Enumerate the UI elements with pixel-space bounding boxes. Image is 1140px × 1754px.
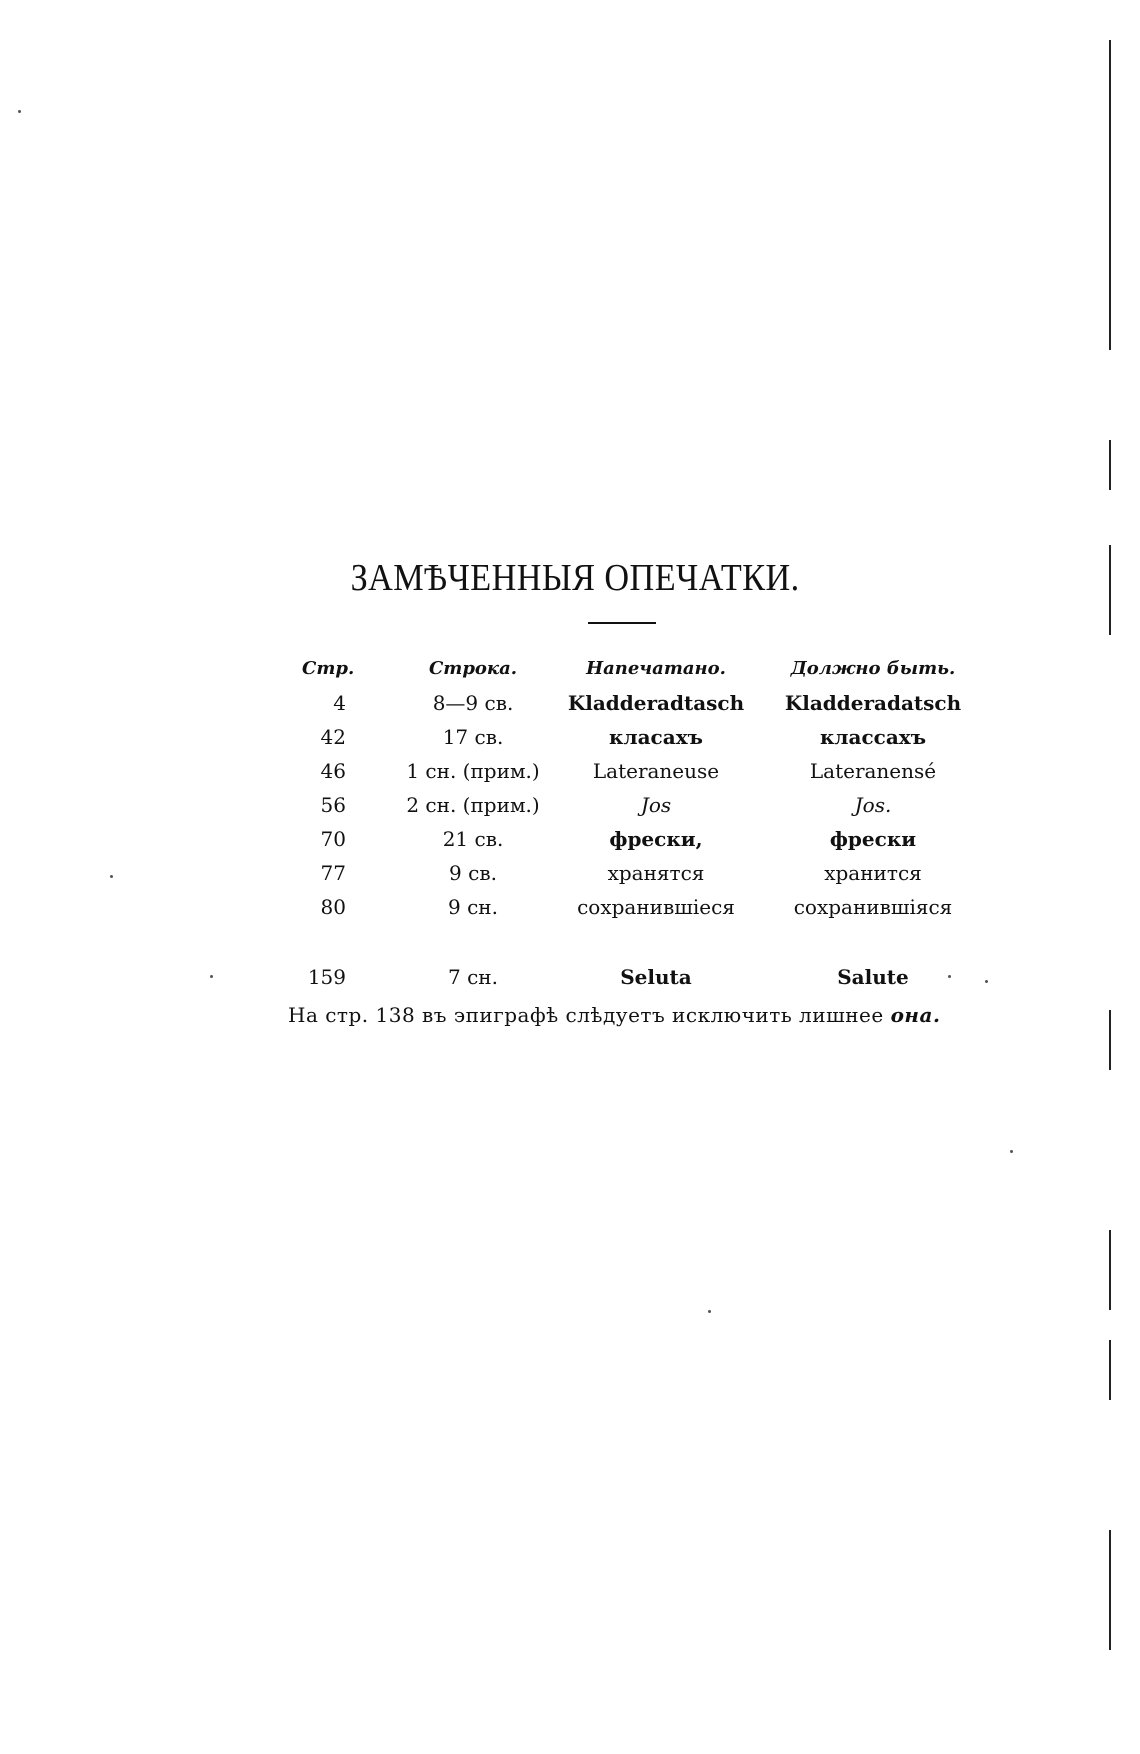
- table-header-row: [288, 652, 968, 686]
- header-page: Стр.: [302, 658, 355, 679]
- errata-table: [288, 652, 968, 994]
- row-correct: хранится: [824, 861, 922, 885]
- row-correct: Salute: [837, 965, 909, 989]
- errata-note-emphasis: она.: [890, 1003, 941, 1027]
- scan-edge-line: [1109, 545, 1111, 635]
- table-row: [288, 754, 968, 788]
- row-printed: класахъ: [609, 725, 703, 749]
- scan-edge-line: [1109, 440, 1111, 490]
- table-gap: [288, 924, 968, 960]
- row-line: 21 св.: [442, 827, 504, 851]
- row-page: 159: [307, 965, 346, 989]
- row-printed: хранятся: [607, 861, 705, 885]
- title-divider: [588, 622, 656, 624]
- scan-edge-line: [1109, 1530, 1111, 1650]
- scan-edge-line: [1109, 1340, 1111, 1400]
- errata-note-text: На стр. 138 въ эпиграфѣ слѣдуетъ исключить лишнее: [288, 1003, 884, 1027]
- page-title: ЗАМѢЧЕННЫЯ ОПЕЧАТКИ.: [350, 557, 800, 599]
- row-line: 8—9 св.: [432, 691, 514, 715]
- row-line: 9 сн.: [448, 895, 498, 919]
- row-page: 70: [320, 827, 346, 851]
- table-row: [288, 890, 968, 924]
- scan-edge-line: [1109, 1010, 1111, 1070]
- row-page: 42: [320, 725, 346, 749]
- row-printed: Seluta: [620, 965, 692, 989]
- row-line: 17 св.: [442, 725, 504, 749]
- header-printed: Напечатано.: [586, 658, 726, 679]
- table-row: [288, 822, 968, 856]
- scan-edge-line: [1109, 40, 1111, 350]
- row-printed: Kladderadtasch: [567, 691, 745, 715]
- table-row: [288, 960, 968, 994]
- scan-speck: [708, 1310, 711, 1313]
- table-row: [288, 720, 968, 754]
- header-correct: Должно быть.: [790, 658, 956, 679]
- table-row: [288, 686, 968, 720]
- row-page: 56: [320, 793, 346, 817]
- row-page: 4: [333, 691, 346, 715]
- row-correct: фрески: [829, 827, 917, 851]
- scan-speck: [110, 875, 113, 878]
- scan-edge-line: [1109, 1230, 1111, 1310]
- row-correct: Jos.: [854, 793, 892, 817]
- row-printed: Jos: [640, 793, 672, 817]
- header-line: Строка.: [428, 658, 518, 679]
- row-line: 7 сн.: [448, 965, 498, 989]
- row-page: 46: [320, 759, 346, 783]
- row-page: 77: [320, 861, 346, 885]
- errata-note: [288, 1003, 940, 1027]
- row-printed: Lateraneuse: [592, 759, 720, 783]
- row-line: 2 сн. (прим.): [406, 793, 540, 817]
- table-row: [288, 788, 968, 822]
- row-line: 9 св.: [449, 861, 497, 885]
- scan-speck: [210, 975, 213, 978]
- table-row: [288, 856, 968, 890]
- row-correct: Lateranensé: [809, 759, 937, 783]
- row-printed: фрески,: [609, 827, 703, 851]
- row-correct: Kladderadatsch: [784, 691, 962, 715]
- row-correct: сохранившіяся: [793, 895, 953, 919]
- scan-speck: [18, 110, 21, 113]
- row-page: 80: [320, 895, 346, 919]
- row-line: 1 сн. (прим.): [406, 759, 540, 783]
- row-correct: классахъ: [819, 725, 927, 749]
- scan-speck: [1010, 1150, 1013, 1153]
- scan-speck: [985, 980, 988, 983]
- row-printed: сохранившіеся: [577, 895, 735, 919]
